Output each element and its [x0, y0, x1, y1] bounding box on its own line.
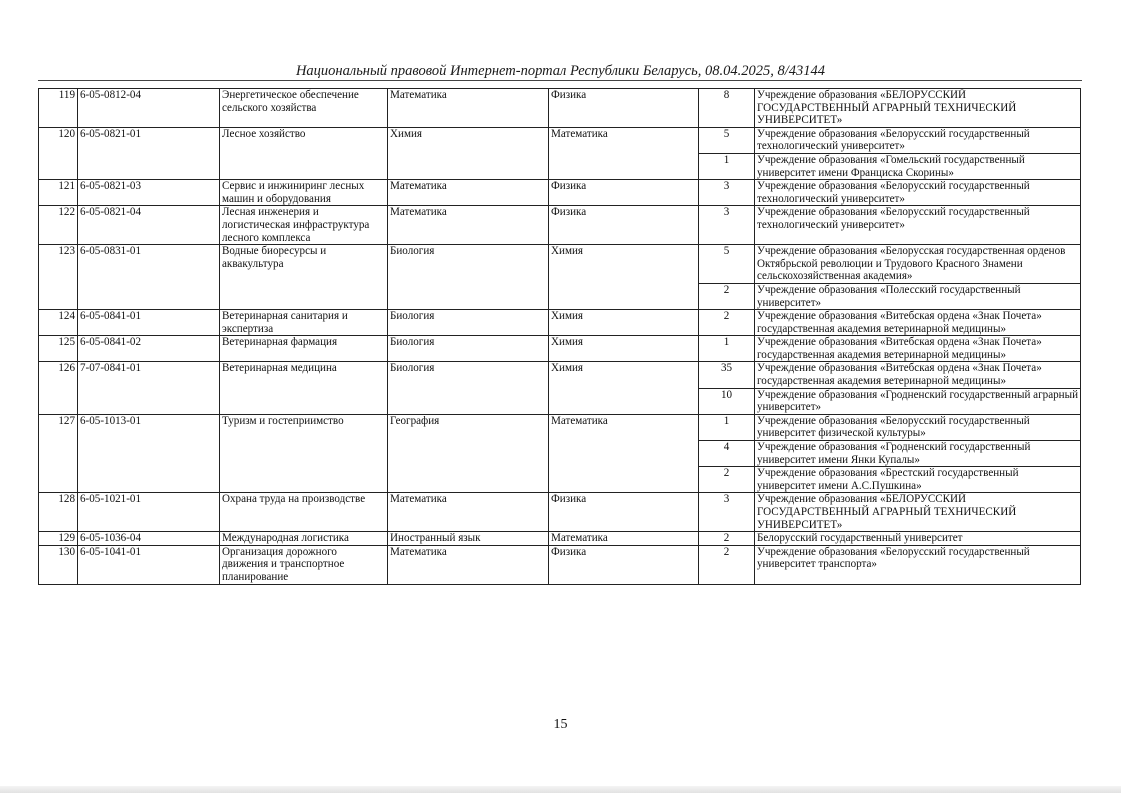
institution-name: Учреждение образования «Полесский государственный университет» — [755, 283, 1081, 309]
specialty-code: 6-05-0841-02 — [78, 336, 220, 362]
specialty-name: Ветеринарная санитария и экспертиза — [220, 310, 388, 336]
table-row — [39, 414, 1081, 440]
specialty-code: 7-07-0841-01 — [78, 362, 220, 414]
institution-name: Учреждение образования «Витебская ордена «Знак Почета» государственная академия ветеринарной медицины» — [755, 310, 1081, 336]
row-number: 128 — [39, 493, 78, 532]
exam-subject-1: Математика — [388, 206, 549, 245]
row-number: 119 — [39, 89, 78, 128]
institution-name: Учреждение образования «Белорусская государственная орденов Октябрьской революции и Трудового Красного Знамени сельскохозяйственная академия» — [755, 245, 1081, 284]
exam-subject-1: Биология — [388, 362, 549, 414]
document-header: Национальный правовой Интернет-портал Республики Беларусь, 08.04.2025, 8/43144 — [295, 63, 826, 79]
row-number: 130 — [39, 545, 78, 584]
exam-subject-1: Математика — [388, 493, 549, 532]
table-row — [39, 532, 1081, 546]
seat-count: 5 — [699, 127, 755, 153]
specialty-code: 6-05-0821-01 — [78, 127, 220, 179]
exam-subject-2: Физика — [549, 180, 699, 206]
table-row — [39, 493, 1081, 532]
specialty-code: 6-05-0821-04 — [78, 206, 220, 245]
institution-name: Учреждение образования «Белорусский государственный технологический университет» — [755, 127, 1081, 153]
page-number: 15 — [553, 717, 568, 732]
exam-subject-2: Физика — [549, 89, 699, 128]
institution-name: Учреждение образования «Гомельский государственный университет имени Франциска Скорины» — [755, 153, 1081, 179]
exam-subject-1: Математика — [388, 545, 549, 584]
institution-name: Учреждение образования «Брестский государственный университет имени А.С.Пушкина» — [755, 467, 1081, 493]
exam-subject-1: Иностранный язык — [388, 532, 549, 546]
specialty-name: Водные биоресурсы и аквакультура — [220, 245, 388, 310]
specialty-name: Ветеринарная медицина — [220, 362, 388, 414]
specialty-code: 6-05-0812-04 — [78, 89, 220, 128]
specialty-code: 6-05-1036-04 — [78, 532, 220, 546]
header-divider — [38, 80, 1082, 81]
exam-subject-2: Физика — [549, 545, 699, 584]
specialty-name: Ветеринарная фармация — [220, 336, 388, 362]
seat-count: 10 — [699, 388, 755, 414]
seat-count: 4 — [699, 441, 755, 467]
table-row — [39, 362, 1081, 388]
row-number: 126 — [39, 362, 78, 414]
specialty-name: Сервис и инжиниринг лесных машин и оборудования — [220, 180, 388, 206]
institution-name: Белорусский государственный университет — [755, 532, 1081, 546]
exam-subject-1: Биология — [388, 310, 549, 336]
specialty-name: Охрана труда на производстве — [220, 493, 388, 532]
table-row — [39, 180, 1081, 206]
institution-name: Учреждение образования «Витебская ордена «Знак Почета» государственная академия ветеринарной медицины» — [755, 336, 1081, 362]
seat-count: 3 — [699, 206, 755, 245]
institution-name: Учреждение образования «Гродненский государственный аграрный университет» — [755, 388, 1081, 414]
row-number: 122 — [39, 206, 78, 245]
institution-name: Учреждение образования «БЕЛОРУССКИЙ ГОСУДАРСТВЕННЫЙ АГРАРНЫЙ ТЕХНИЧЕСКИЙ УНИВЕРСИТЕТ» — [755, 493, 1081, 532]
specialty-code: 6-05-0831-01 — [78, 245, 220, 310]
exam-subject-2: Математика — [549, 414, 699, 493]
specialty-name: Энергетическое обеспечение сельского хозяйства — [220, 89, 388, 128]
specialty-code: 6-05-0821-03 — [78, 180, 220, 206]
specialty-name: Международная логистика — [220, 532, 388, 546]
institution-name: Учреждение образования «Гродненский государственный университет имени Янки Купалы» — [755, 441, 1081, 467]
seat-count: 2 — [699, 310, 755, 336]
seat-count: 3 — [699, 180, 755, 206]
seat-count: 35 — [699, 362, 755, 388]
exam-subject-1: Математика — [388, 180, 549, 206]
institution-name: Учреждение образования «Белорусский государственный технологический университет» — [755, 180, 1081, 206]
exam-subject-2: Физика — [549, 206, 699, 245]
seat-count: 1 — [699, 153, 755, 179]
seat-count: 2 — [699, 467, 755, 493]
exam-subject-2: Химия — [549, 245, 699, 310]
exam-subject-2: Математика — [549, 127, 699, 179]
specialties-table — [38, 88, 1081, 585]
row-number: 123 — [39, 245, 78, 310]
specialty-code: 6-05-1021-01 — [78, 493, 220, 532]
seat-count: 2 — [699, 545, 755, 584]
institution-name: Учреждение образования «Витебская ордена «Знак Почета» государственная академия ветеринарной медицины» — [755, 362, 1081, 388]
specialty-code: 6-05-0841-01 — [78, 310, 220, 336]
seat-count: 2 — [699, 532, 755, 546]
row-number: 120 — [39, 127, 78, 179]
table-row — [39, 89, 1081, 128]
seat-count: 1 — [699, 414, 755, 440]
seat-count: 1 — [699, 336, 755, 362]
exam-subject-2: Химия — [549, 310, 699, 336]
exam-subject-1: Химия — [388, 127, 549, 179]
seat-count: 5 — [699, 245, 755, 284]
row-number: 129 — [39, 532, 78, 546]
exam-subject-1: География — [388, 414, 549, 493]
institution-name: Учреждение образования «Белорусский государственный университет физической культуры» — [755, 414, 1081, 440]
seat-count: 2 — [699, 283, 755, 309]
specialty-name: Организация дорожного движения и транспортное планирование — [220, 545, 388, 584]
row-number: 121 — [39, 180, 78, 206]
table-row — [39, 310, 1081, 336]
table-row — [39, 545, 1081, 584]
specialty-name: Лесное хозяйство — [220, 127, 388, 179]
seat-count: 3 — [699, 493, 755, 532]
seat-count: 8 — [699, 89, 755, 128]
exam-subject-2: Химия — [549, 362, 699, 414]
table-row — [39, 127, 1081, 153]
specialty-code: 6-05-1013-01 — [78, 414, 220, 493]
specialty-code: 6-05-1041-01 — [78, 545, 220, 584]
institution-name: Учреждение образования «Белорусский государственный технологический университет» — [755, 206, 1081, 245]
exam-subject-1: Биология — [388, 336, 549, 362]
scan-edge — [0, 786, 1121, 793]
specialty-name: Туризм и гостеприимство — [220, 414, 388, 493]
institution-name: Учреждение образования «Белорусский государственный университет транспорта» — [755, 545, 1081, 584]
institution-name: Учреждение образования «БЕЛОРУССКИЙ ГОСУДАРСТВЕННЫЙ АГРАРНЫЙ ТЕХНИЧЕСКИЙ УНИВЕРСИТЕТ» — [755, 89, 1081, 128]
row-number: 127 — [39, 414, 78, 493]
exam-subject-2: Физика — [549, 493, 699, 532]
table-row — [39, 245, 1081, 284]
row-number: 124 — [39, 310, 78, 336]
table-row — [39, 206, 1081, 245]
row-number: 125 — [39, 336, 78, 362]
exam-subject-1: Биология — [388, 245, 549, 310]
exam-subject-2: Математика — [549, 532, 699, 546]
table-row — [39, 336, 1081, 362]
exam-subject-2: Химия — [549, 336, 699, 362]
specialty-name: Лесная инженерия и логистическая инфраструктура лесного комплекса — [220, 206, 388, 245]
exam-subject-1: Математика — [388, 89, 549, 128]
